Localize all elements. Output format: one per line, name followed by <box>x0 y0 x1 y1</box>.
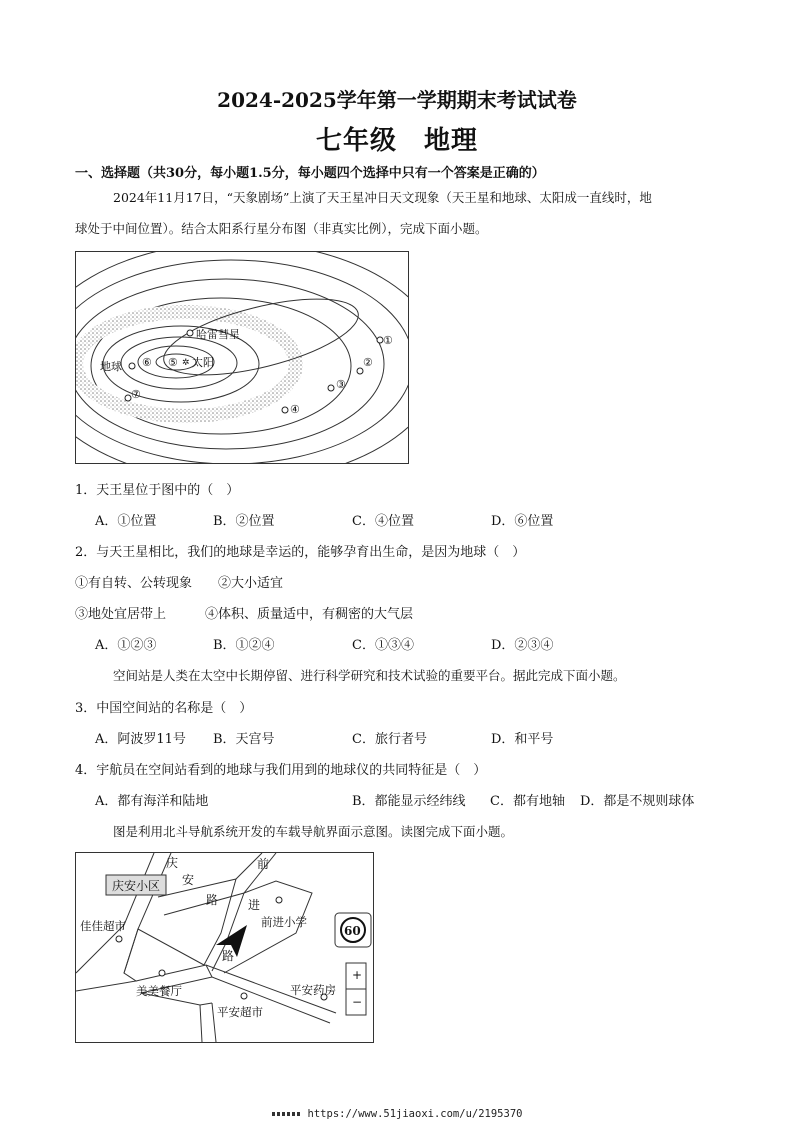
label-earth: 地球 <box>100 360 122 373</box>
q1-option-b[interactable]: B．②位置 <box>213 514 275 529</box>
intro1-line1: 2024年11月17日，“天象剧场”上演了天王星冲日天文现象（天王星和地球、太阳成一直线时，地 <box>113 190 652 205</box>
pharmacy-label: 平安药房 <box>290 983 336 997</box>
jiajia-market-label: 佳佳超市 <box>80 919 126 933</box>
road2-char2: 进 <box>248 898 261 912</box>
planet-4 <box>282 407 288 413</box>
road2-char3: 路 <box>222 949 235 963</box>
label-p1: ① <box>383 334 393 347</box>
label-p6: ⑥ <box>142 356 152 369</box>
road-edge <box>124 929 204 973</box>
q2-items-line1: ①有自转、公转现象 ②大小适宜 <box>75 576 284 591</box>
road-edge <box>76 853 154 973</box>
q4-option-d[interactable]: D．都是不规则球体 <box>580 794 695 809</box>
restaurant-label: 美美餐厅 <box>136 984 182 998</box>
q4-option-c[interactable]: C．都有地轴 <box>490 794 565 809</box>
road2-char1: 前 <box>257 857 270 871</box>
q1-stem: 1．天王星位于图中的（ ） <box>75 483 240 498</box>
watermark-stamp <box>272 1112 302 1116</box>
page-subtitle: 七年级 地理 <box>315 126 478 156</box>
q2-option-c[interactable]: C．①③④ <box>352 638 414 653</box>
comet-marker <box>187 330 193 336</box>
q2-option-d[interactable]: D．②③④ <box>491 638 554 653</box>
school-marker[interactable] <box>276 897 282 903</box>
pingan-market-marker[interactable] <box>241 993 247 999</box>
intro2: 空间站是人类在太空中长期停留、进行科学研究和技术试验的重要平台。据此完成下面小题。 <box>113 668 626 683</box>
q1-option-a[interactable]: A．①位置 <box>95 514 157 529</box>
q4-option-b[interactable]: B．都能显示经纬线 <box>352 794 466 809</box>
pingan-market-label: 平安超市 <box>217 1005 263 1019</box>
orbit-outer-4 <box>76 252 408 463</box>
label-sun: 太阳 <box>192 356 214 369</box>
road-edge <box>200 1005 202 1042</box>
footer-url[interactable]: https://www.51jiaoxi.com/u/2195370 <box>307 1108 523 1120</box>
community-label: 庆安小区 <box>112 879 161 893</box>
footer <box>0 1108 794 1120</box>
q2-option-a[interactable]: A．①②③ <box>95 638 157 653</box>
q3-option-c[interactable]: C．旅行者号 <box>352 732 427 747</box>
q3-option-a[interactable]: A．阿波罗11号 <box>95 732 186 747</box>
q4-option-a[interactable]: A．都有海洋和陆地 <box>95 794 209 809</box>
section-heading: 一、选择题（共30分，每小题1.5分，每小题四个选择中只有一个答案是正确的） <box>75 166 545 181</box>
orbit-outer-2 <box>76 279 384 449</box>
navigation-map-figure <box>75 852 374 1043</box>
page-title: 2024-2025学年第一学期期末考试试卷 <box>217 88 577 112</box>
road-edge <box>212 1003 216 1042</box>
road1-char1: 庆 <box>166 856 179 870</box>
planet-3 <box>328 385 334 391</box>
speed-limit-value: 60 <box>344 924 361 938</box>
q2-items-line2: ③地处宜居带上 ④体积、质量适中，有稠密的大气层 <box>75 607 414 622</box>
q1-option-d[interactable]: D．⑥位置 <box>491 514 554 529</box>
planet-earth <box>129 363 135 369</box>
solar-system-diagram <box>76 252 408 463</box>
orbit-outer-3 <box>76 260 408 463</box>
navigation-map <box>76 853 373 1042</box>
school-label: 前进小学 <box>261 915 307 929</box>
label-p3: ③ <box>336 378 346 391</box>
label-p5: ⑤ <box>168 356 178 369</box>
restaurant-marker[interactable] <box>159 970 165 976</box>
q3-option-b[interactable]: B．天宫号 <box>213 732 275 747</box>
road1-char3: 路 <box>206 893 219 907</box>
q1-option-c[interactable]: C．④位置 <box>352 514 414 529</box>
q4-stem: 4．宇航员在空间站看到的地球与我们用到的地球仪的共同特征是（ ） <box>75 763 487 778</box>
intro1-line2: 球处于中间位置）。结合太阳系行星分布图（非真实比例），完成下面小题。 <box>75 221 488 236</box>
sun-icon: ✲ <box>182 358 190 368</box>
q3-stem: 3．中国空间站的名称是（ ） <box>75 701 253 716</box>
zoom-in-button[interactable]: + <box>352 968 363 982</box>
solar-system-figure <box>75 251 409 464</box>
label-comet: 哈雷彗星 <box>196 328 240 341</box>
q2-option-b[interactable]: B．①②④ <box>213 638 275 653</box>
intro3: 图是利用北斗导航系统开发的车载导航界面示意图。读图完成下面小题。 <box>113 824 514 839</box>
road1-char2: 安 <box>182 873 195 887</box>
q3-option-d[interactable]: D．和平号 <box>491 732 554 747</box>
label-p2: ② <box>363 356 373 369</box>
jiajia-market-marker[interactable] <box>116 936 122 942</box>
q2-stem: 2．与天王星相比，我们的地球是幸运的，能够孕育出生命，是因为地球（ ） <box>75 545 526 560</box>
zoom-out-button[interactable]: − <box>352 995 363 1009</box>
label-p7: ⑦ <box>131 388 141 401</box>
label-p4: ④ <box>290 403 300 416</box>
